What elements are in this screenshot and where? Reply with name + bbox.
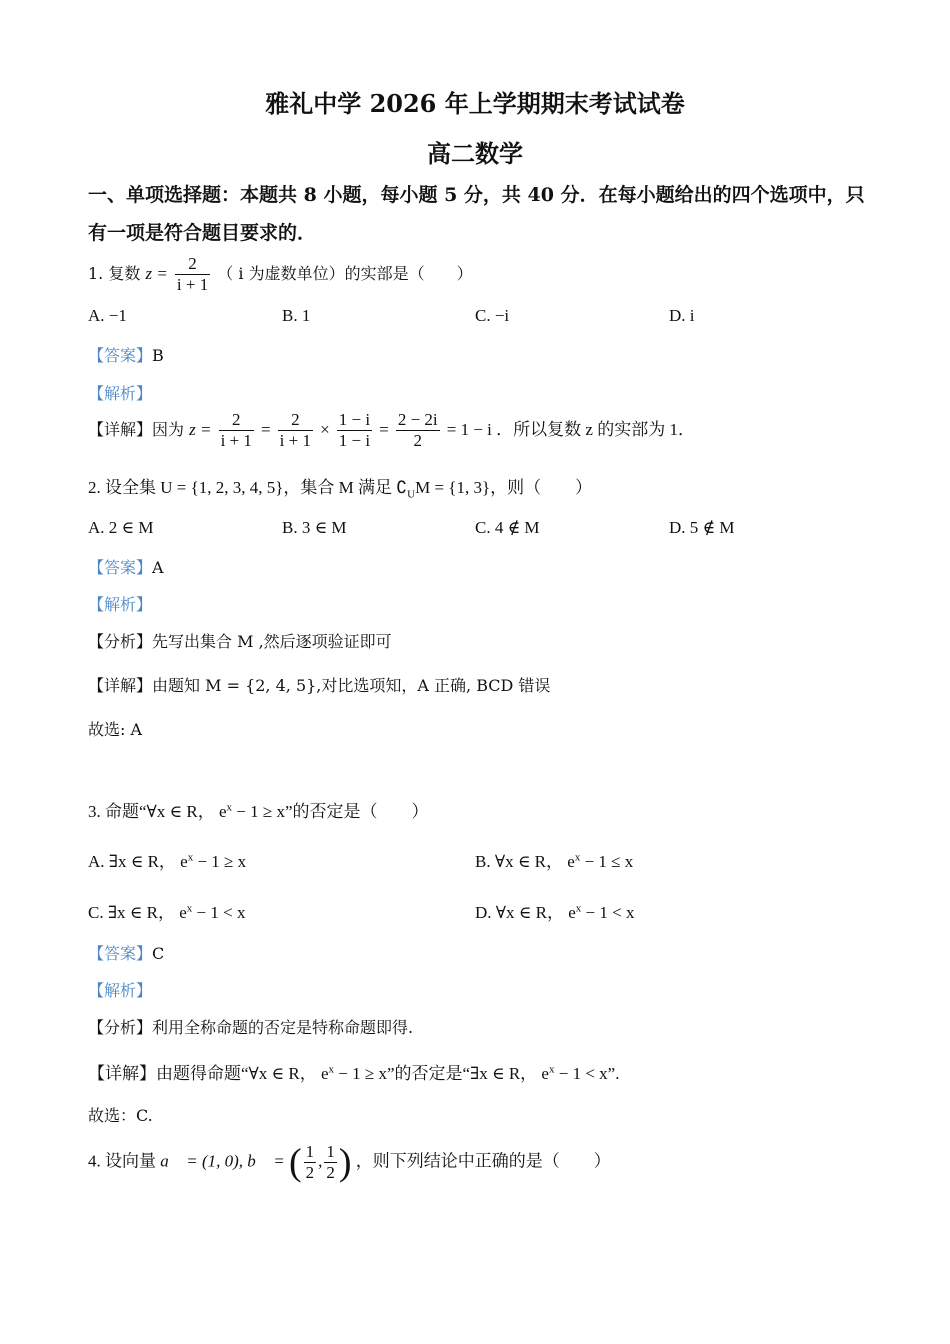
q1-option-d: D. i (669, 306, 695, 325)
q2-option-d: D. 5 ∉ M (669, 518, 735, 537)
q3-option-d: D. ∀x ∈ R， $e^x - 1 < x$ (475, 902, 635, 922)
exam-title: 雅礼中学 2026 年上学期期末考试试卷 (265, 89, 685, 118)
q2-option-b: B. 3 ∈ M (282, 518, 347, 537)
exam-subtitle: 高二数学 (427, 139, 523, 168)
q1-detail: 【详解】因为 z = $\frac{2}{i + 1}$ = $\frac{2}{i + 1}$ × $\frac{1 - i}{1 - i}$ = $\frac{2 - 2i}{2}$ = 1 − i ．所以复数 z 的实部为 1． (88, 410, 695, 450)
q3-option-c: C. ∃x ∈ R， $e^x - 1 < x$ (88, 902, 246, 922)
q1-option-a: A. −1 (88, 306, 127, 325)
question-3-stem: 3. 命题“∀x ∈ R， $e^x - 1 \ge x$”的否定是（ ） (88, 801, 429, 821)
q1-fraction: $\frac{2}{i + 1}$ (176, 254, 209, 294)
q2-option-c: C. 4 ∉ M (475, 518, 540, 537)
section-heading-line1: 一、单项选择题：本题共 8 小题，每小题 5 分，共 40 分．在每小题给出的四个选项中，只 (88, 184, 865, 206)
q3-answer: 【答案】C (88, 944, 165, 963)
q1-analysis-label: 【解析】 (88, 384, 153, 403)
q2-fenxi: 【分析】先写出集合 M ,然后逐项验证即可 (88, 632, 392, 651)
q3-fenxi: 【分析】利用全称命题的否定是特称命题即得. (88, 1018, 414, 1037)
q1-answer: 【答案】B (88, 346, 164, 365)
q3-detail: 【详解】由题得命题“∀x ∈ R， $e^x - 1 \ge x$”的否定是“∃x ∈ R， $e^x - 1 < x$”. (88, 1063, 620, 1083)
question-4-stem: 4. 设向量 a⃗ = (1, 0), b⃗ = ( $\frac{1}{2}$ , $\frac{1}{2}$ ) ，则下列结论中正确的是（ ） (88, 1141, 611, 1184)
q3-conclusion: 故选：C. (88, 1106, 153, 1125)
q2-conclusion: 故选: A (88, 720, 143, 739)
section-heading-line2: 有一项是符合题目要求的． (88, 222, 317, 244)
q1-option-b: B. 1 (282, 306, 311, 325)
q3-option-a: A. ∃x ∈ R， $e^x - 1 \ge x$ (88, 851, 247, 871)
q2-detail: 【详解】由题知 M = {2, 4, 5},对比选项知，A 正确, BCD 错误 (88, 676, 551, 695)
q2-option-a: A. 2 ∈ M (88, 518, 154, 537)
question-2-stem: 2. 设全集 U = {1, 2, 3, 4, 5}，集合 M 满足 $∁_UM = \{1$, 3}，则（ ） (88, 478, 593, 501)
q2-analysis-label: 【解析】 (88, 595, 153, 614)
q3-analysis-label: 【解析】 (88, 981, 153, 1000)
q1-option-c: C. −i (475, 306, 510, 325)
q3-option-b: B. ∀x ∈ R， $e^x - 1 \le x$ (475, 851, 634, 871)
q2-answer: 【答案】A (88, 558, 164, 577)
question-1-stem: 1. 复数 z = $\frac{2}{i + 1}$ （ i 为虚数单位）的实部是（ ） (88, 254, 473, 294)
